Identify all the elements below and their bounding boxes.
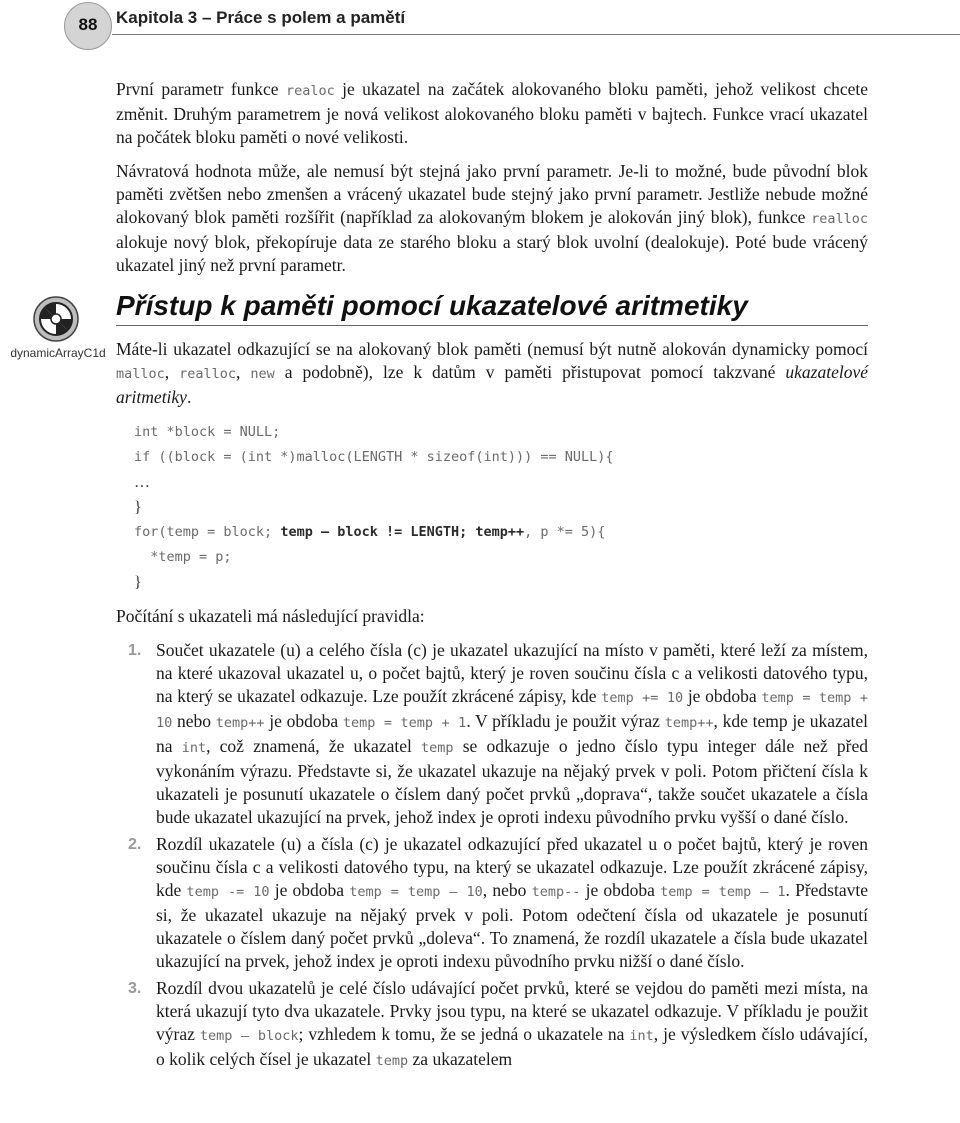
page-number: 88 xyxy=(78,15,98,34)
code-line: … xyxy=(134,474,150,491)
inline-code: temp – block xyxy=(199,1028,299,1044)
code-line xyxy=(134,520,868,545)
text: za ukazatelem xyxy=(408,1049,513,1069)
text: ; vzhledem k tomu, že se jedná o ukazatele na xyxy=(298,1024,630,1044)
code-line: int *block = NULL; xyxy=(134,424,281,440)
section-heading: Přístup k paměti pomocí ukazatelové aritmetiky xyxy=(116,290,748,321)
code-segment: , p *= 5){ xyxy=(524,524,606,540)
list-number: 1. xyxy=(128,642,142,659)
text: Návratová hodnota může, ale nemusí být stejná jako první parametr. Je-li to možné, bude původní blok paměti zvětšen nebo zmenšen a vrácený ukazatel bude stejný jako první parametr. Jestliže nebude možné alokovaný blok paměti rozšířit (například za alokovaným blokem je alokován jiný blok), funkce xyxy=(116,161,868,227)
cd-file-label: dynamicArrayC1d xyxy=(10,346,106,360)
paragraph-realloc-params xyxy=(116,78,868,149)
inline-code: new xyxy=(250,366,275,382)
code-segment-highlight: temp – block != LENGTH; temp++ xyxy=(280,524,525,540)
inline-code: malloc xyxy=(116,366,165,382)
text: Máte-li ukazatel odkazující se na alokovaný blok paměti (nemusí být nutně alokován dynamicky pomocí xyxy=(116,339,868,359)
text: a podobně), lze k datům v paměti přistupovat pomocí takzvané xyxy=(274,362,786,382)
inline-code: temp = temp + 1 xyxy=(342,715,467,731)
list-number: 3. xyxy=(128,980,142,997)
code-line: } xyxy=(134,499,142,516)
emphasis: ukazatelové aritmetiky xyxy=(116,362,869,407)
code-block xyxy=(134,420,868,595)
inline-code: temp -= 10 xyxy=(186,884,270,900)
inline-code: realloc xyxy=(811,211,868,227)
text: První parametr funkce xyxy=(116,79,286,99)
text: , je výsledkem číslo udávající, o kolik celých čísel je ukazatel xyxy=(156,1024,869,1069)
code-line: *temp = p; xyxy=(134,549,232,565)
text: , což znamená, že ukazatel xyxy=(206,736,422,756)
text: je ukazatel na začátek alokovaného bloku paměti, jehož velikost chcete změnit. Druhým parametrem je nová velikost alokovaného bloku paměti v bajtech. Funkce vrací ukazatel na počátek bloku paměti o nové velikosti. xyxy=(116,79,868,147)
inline-code: temp xyxy=(421,740,454,756)
inline-code: temp += 10 xyxy=(601,690,684,706)
inline-code: int xyxy=(181,740,207,756)
text: , xyxy=(236,362,251,382)
code-segment: for(temp = block; xyxy=(134,524,281,540)
text: , nebo xyxy=(482,880,532,900)
text: alokuje nový blok, překopíruje data ze starého bloku a starý blok uvolní (dealokuje). Poté bude vrácený ukazatel jiný než první parametr. xyxy=(116,232,868,275)
cd-icon xyxy=(33,296,79,342)
list-item xyxy=(116,977,868,1073)
text: . Představte si, že ukazatel ukazuje na nějaký prvek v poli. Potom odečtení čísla od ukazatele je posunutí ukazatele o číslem daný počet prvků „doleva“. To znamená, že rozdíl ukazatele a čísla bude ukazatel ukazující na prvek, jehož index je oproti indexu původního prvku nižší o dané číslo. xyxy=(156,880,868,971)
code-line: } xyxy=(134,574,142,591)
text: je obdoba xyxy=(580,880,661,900)
text: nebo xyxy=(172,711,216,731)
page-content xyxy=(116,78,868,1077)
text: je obdoba xyxy=(264,711,343,731)
text: se odkazuje o jedno číslo typu integer dále než před vykonáním výrazu. Představte si, že ukazatel ukazuje na nějaký prvek v poli. Potom přičtení čísla k ukazateli je posunutí ukazatele o číslem daný počet prvků „doprava“, takže součet ukazatele a čísla bude ukazatel ukazující na prvek, jehož index je oproti indexu původního prvku vyšší o dané číslo. xyxy=(156,736,868,827)
text: Rozdíl ukazatele (u) a čísla (c) je ukazatel odkazující před ukazatel u o počet bajtů, který je roven součinu čísla c a velikosti datového typu, na který se ukazatel odkazuje. Lze použít zkrácené zápisy, kde xyxy=(156,834,868,900)
text: . V příkladu je použit výraz xyxy=(466,711,665,731)
text: , kde temp je ukazatel na xyxy=(156,711,868,756)
inline-code: temp xyxy=(375,1053,409,1069)
text: , xyxy=(164,362,180,382)
inline-code: temp++ xyxy=(215,715,265,731)
inline-code: realloc xyxy=(179,366,237,382)
inline-code: temp = temp – 10 xyxy=(349,884,483,900)
header-divider xyxy=(112,34,960,35)
inline-code: realoc xyxy=(285,83,335,99)
list-number: 2. xyxy=(128,836,142,853)
text: Součet ukazatele (u) a celého čísla (c) je ukazatel ukazující na místo v paměti, které leží za místem, na které ukazoval ukazatel u, o počet bajtů, který je roven součinu čísla c a velikosti datového typu, na který se ukazatel odkazuje. Lze použít zkrácené zápisy, kde xyxy=(156,640,868,706)
page-number-badge xyxy=(64,2,112,50)
text: je obdoba xyxy=(269,880,350,900)
inline-code: temp = temp + 10 xyxy=(156,690,868,731)
code-line: if ((block = (int *)malloc(LENGTH * sizeof(int))) == NULL){ xyxy=(134,449,614,465)
text: je obdoba xyxy=(683,686,762,706)
rules-intro: Počítání s ukazateli má následující pravidla: xyxy=(116,606,425,626)
inline-code: temp-- xyxy=(531,884,581,900)
list-item xyxy=(116,639,868,829)
chapter-title: Kapitola 3 – Práce s polem a pamětí xyxy=(116,8,406,27)
paragraph-pointer-arithmetic xyxy=(116,338,868,409)
inline-code: temp = temp – 1 xyxy=(660,884,786,900)
inline-code: int xyxy=(629,1028,654,1044)
inline-code: temp++ xyxy=(664,715,714,731)
heading-divider xyxy=(116,325,868,326)
text: . xyxy=(186,387,192,407)
paragraph-return-value xyxy=(116,160,868,277)
list-item xyxy=(116,833,868,973)
text: Rozdíl dvou ukazatelů je celé číslo udávající počet prvků, které se vejdou do paměti mezi místa, na která ukazují tyto dva ukazatele. Prvky jsou typu, na které se ukazatel odkazuje. V příkladu je použit výraz xyxy=(156,978,868,1044)
